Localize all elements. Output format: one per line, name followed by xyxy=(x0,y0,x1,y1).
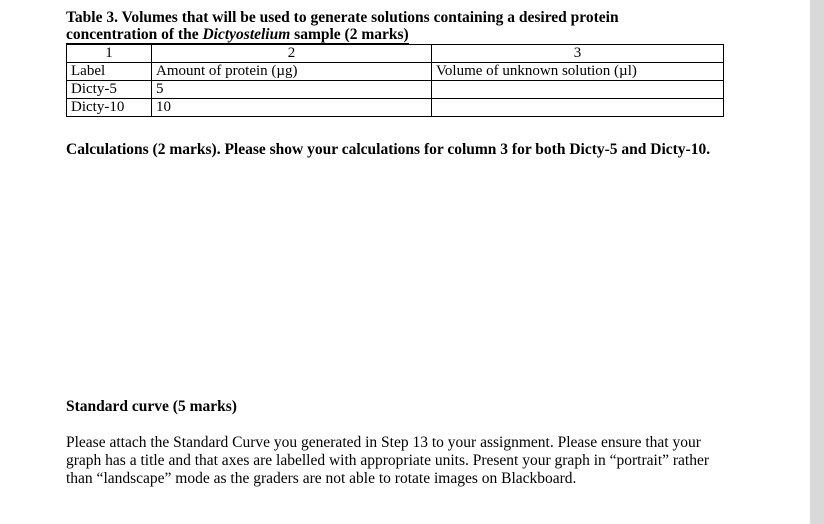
row-label: Dicty-10 xyxy=(67,99,152,117)
standard-curve-heading: Standard curve (5 marks) xyxy=(66,398,237,415)
calculations-prompt: Calculations (2 marks). Please show your calculations for column 3 for both Dicty-5 and Dicty-10. xyxy=(66,141,711,158)
header-amount: Amount of protein (µg) xyxy=(152,63,432,81)
row-volume[interactable] xyxy=(432,99,724,117)
standard-curve-instructions xyxy=(66,434,746,488)
row-amount: 5 xyxy=(152,81,432,99)
caption-prefix: concentration of the xyxy=(66,26,203,43)
scroll-gutter xyxy=(810,0,824,524)
row-amount: 10 xyxy=(152,99,432,117)
column-number-2: 2 xyxy=(152,45,432,63)
header-volume: Volume of unknown solution (µl) xyxy=(432,63,724,81)
caption-line-1: Table 3. Volumes that will be used to generate solutions containing a desired protein xyxy=(66,9,619,26)
row-label: Dicty-5 xyxy=(67,81,152,99)
row-volume[interactable] xyxy=(432,81,724,99)
header-row xyxy=(67,63,724,81)
protein-volume-table xyxy=(66,44,724,117)
table-caption xyxy=(66,9,746,44)
instructions-line-2: graph has a title and that axes are labelled with appropriate units. Present your graph in “portrait” rather xyxy=(66,452,710,469)
caption-organism: Dictyostelium xyxy=(202,26,291,43)
table-row xyxy=(67,99,724,117)
caption-line-2 xyxy=(66,26,409,44)
instructions-line-3: than “landscape” mode as the graders are not able to rotate images on Blackboard. xyxy=(66,470,577,487)
header-label: Label xyxy=(67,63,152,81)
caption-suffix: sample (2 marks) xyxy=(290,26,409,43)
column-number-3: 3 xyxy=(432,45,724,63)
column-number-row xyxy=(67,45,724,63)
column-number-1: 1 xyxy=(67,45,152,63)
table-row xyxy=(67,81,724,99)
instructions-line-1: Please attach the Standard Curve you generated in Step 13 to your assignment. Please ensure that your xyxy=(66,434,701,451)
